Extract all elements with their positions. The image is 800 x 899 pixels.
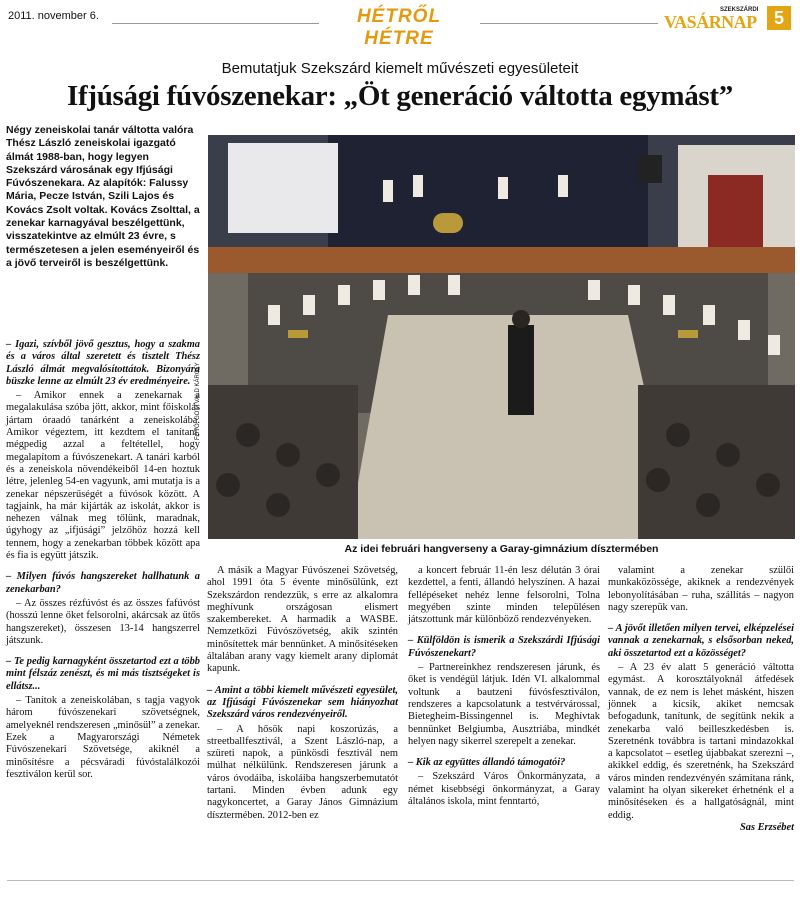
concert-photo	[208, 135, 795, 539]
lead-paragraph: Négy zeneiskolai tanár váltotta valóra Thész László zeneiskolai igazgató álmát 1988-ban, hogy legyen Szekszárd városának egy Ifjúsági Fúvószenekara. Az alapítók: Falussy Mária, Pecze István, Szili Lajos és Kovács Zsolt voltak. Kovács Zsolttal, a zenekar karnagyával beszélgettünk, visszatekintve az elmúlt 23 évre, s természetesen a jelen eseményeiről és a jövő terveiről is beszélgettünk.	[6, 124, 200, 269]
section-title: HÉTRŐL HÉTRE	[356, 6, 442, 49]
header-rule-right	[480, 23, 658, 24]
text-column-4	[608, 565, 794, 834]
interview-question: – A jövőt illetően milyen tervei, elképzelései vannak a zenekarnak, s elsősorban neked, aki összetartod ezt a közösséget?	[608, 623, 794, 659]
body-paragraph: – A 23 év alatt 5 generáció váltotta egymást. A korosztályoknál átfedések vannak, de ez nem is lehet másként, hiszen jönnek a kicsik, akiket nemcsak befogadunk, tanítunk, de segítünk nekik a zenekarba való beilleszkedésben is. Szeretnénk továbbra is tartani mindazokkal a kapcsolatot – esetleg újabbakat szerezni –, akikkel eddig, és szeretnénk, ha Szekszárd város minden rendezvényén számítana ránk, valamint ha olyan sikereket érhetnénk el a minősítéseken és a hallgatóságnál, mint eddig.	[608, 662, 794, 821]
body-paragraph: A másik a Magyar Fúvószenei Szövetség, ahol 1991 óta 5 évente minősülünk, ezt Szekszárdon rendezzük, s erre az alkalomra meghívunk országosan elismert szakembereket. A harmadik a WASBE. Nemzetközi Fúvószövetség, akik szintén minősítettek már bennünket. A minősítéseken általában arany vagy kiemelt arany diplomát kapunk.	[207, 565, 398, 675]
interview-question: – Kik az együttes állandó támogatói?	[408, 757, 566, 769]
body-paragraph: – Partnereinkhez rendszeresen járunk, és őket is vendégül látjuk. Idén VI. alkalommal voltunk a bautzeni fúvósfesztiválon, rendszeres a kapcsolatunk a testvérvárossal, Bietegheim-Bissingennel is. Meghívtak bennünket Belgiumba, Ausztriába, mindkét helyen nagy sikerrel szerepelt a zenekar.	[408, 662, 600, 747]
issue-date: 2011. november 6.	[8, 10, 99, 22]
logo-small-text: SZEKSZÁRDI	[720, 7, 759, 13]
header-rule-left	[112, 23, 319, 24]
logo-word: VASÁRNAP	[664, 12, 757, 32]
body-paragraph: valamint a zenekar szülői munkaközössége, akiknek a rendezvények lebonyolításában – ruha, szállítás – nagyon nagy szerepük van.	[608, 565, 794, 613]
newspaper-logo	[664, 8, 762, 30]
interview-question: – Te pedig karnagyként összetartod ezt a több mint félszáz zenészt, és mi más tisztségeket is ellátsz...	[6, 656, 200, 692]
body-paragraph: – Szekszárd Város Önkormányzata, a német kisebbségi önkormányzat, a Garay általános iskola, mint fenntartó,	[408, 771, 600, 808]
interview-question: – Amint a többi kiemelt művészeti egyesület, az Ifjúsági Fúvószenekar sem hiányozhat Szekszárd város rendezvényeiről.	[207, 684, 398, 721]
headline: Ifjúsági fúvószenekar: „Öt generáció váltotta egymást”	[67, 80, 733, 112]
body-paragraph: a koncert február 11-én lesz délután 3 órai kezdettel, a fenti, állandó helyszínen. A hazai fellépéseket nehéz lenne felsorolni, Tolna megyében szinte minden településen játszottunk már különböző rendezvényeken.	[408, 565, 600, 626]
body-paragraph: – A hősök napi koszorúzás, a streetballfesztivál, a Szent László-nap, a szüreti napok, a pünkösdi fesztivál nem múlhat nélkülünk. Rendszeresen járunk a város óvodáiba, iskoláiba hangszerbemutatót tartani. Minden évben adunk egy nagykoncertet, a Garay János Gimnázium dísztermében. 2012-ben ez	[207, 723, 398, 821]
subheadline: Bemutatjuk Szekszárd kiemelt művészeti egyesületeit	[221, 60, 579, 77]
bottom-rule	[7, 880, 794, 881]
body-paragraph: – Tanítok a zeneiskolában, s tagja vagyok három fúvószenekari szövetségnek, amelyeknél rendszeresen „minősül” a zenekar. Ezek a Magyarországi Németek Fúvószenekari Szövetsége, akiknél a minősítésre a pécsváradi fúvóstalálkozói fesztiválon kerül sor.	[6, 695, 200, 780]
interview-question: – Igazi, szívből jövő gesztus, hogy a szakma és a város által szeretett és tisztelt Thész László álmát megvalósítottátok. Bizonyára büszke lenne az elmúlt 23 év eredményeire.	[6, 339, 200, 387]
text-column-2	[207, 565, 398, 822]
body-paragraph: – Az összes rézfúvóst és az összes fafúvóst (hosszú lenne őket felsorolni, akárcsak az ütős hangszereket), összesen 13-14 hangszerrel játszunk.	[6, 597, 200, 646]
author-signature: Sas Erzsébet	[740, 821, 794, 833]
photo-credit: FOTÓ: GOTTVALD KÁROLY	[195, 362, 201, 440]
interview-question: – Külföldön is ismerik a Szekszárdi Ifjúsági Fúvószenekart?	[408, 635, 600, 659]
interview-question: – Milyen fúvós hangszereket hallhatunk a zenekarban?	[6, 571, 200, 595]
concert-photo-illustration	[208, 135, 795, 539]
page-number: 5	[767, 6, 791, 30]
text-column-3	[408, 565, 600, 808]
body-paragraph: – Amikor ennek a zenekarnak a megalakulása szóba jött, akkor, mint főiskolás jártam óraadó tanárként a zeneiskolába. Amikor végeztem, itt kezdtem el tanítani, mégpedig azzal a feltétellel, hogy megalapítom a fúvószenekart. A tanári karból és a zeneiskola növendékeiből 14-en hoztuk létre, jelenleg 54-en vagyunk, ami mutatja is a zenekar népszerűségét a fúvósok között. A tagjaink, ha már kijárták az iskolát, akkor is nehezen válnak meg tőlünk, maradnak, úgyhogy az „ifjúsági” jelzőhöz hozzá kell tennem, hogy a zenekarban többek között apa és fia is együtt játszik.	[6, 390, 200, 562]
photo-caption: Az idei februári hangverseny a Garay-gimnázium dísztermében	[344, 543, 659, 555]
text-column-1	[6, 330, 200, 781]
